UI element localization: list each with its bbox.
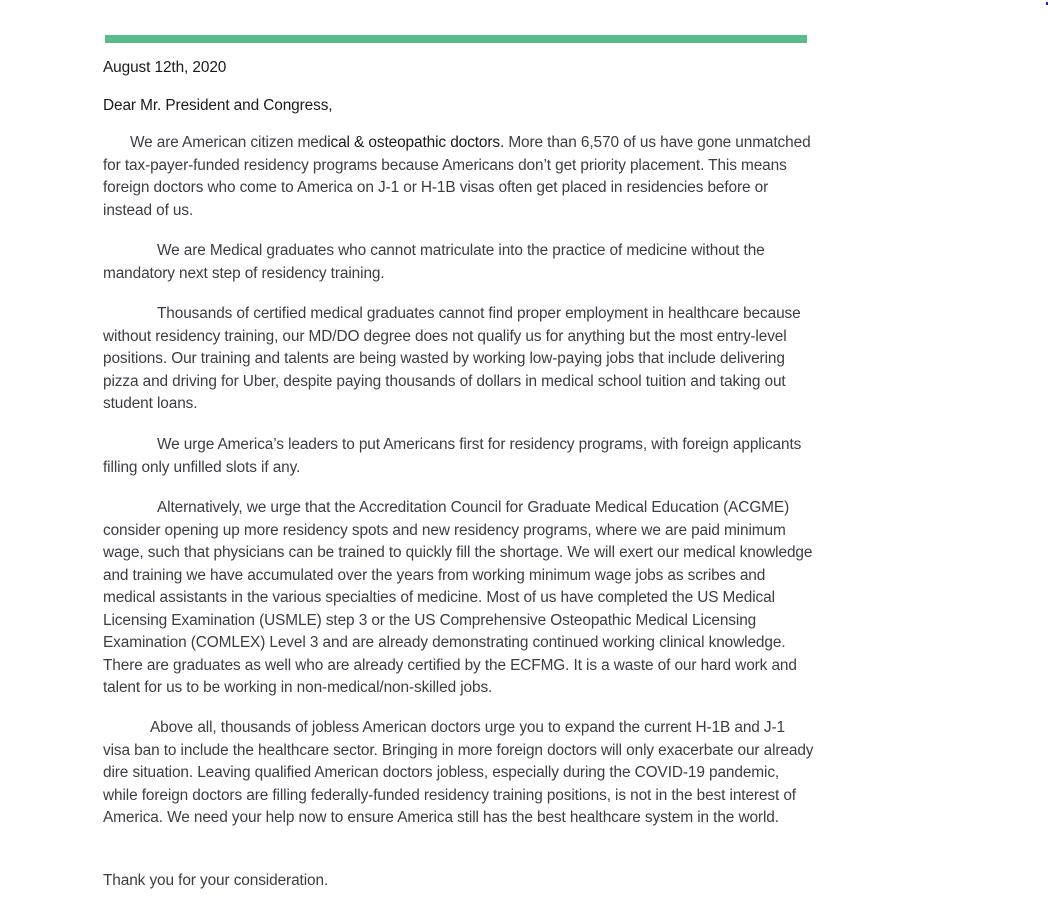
paragraph-1: [103, 132, 815, 222]
paragraph-1-lead: We are American citizen med: [130, 134, 328, 151]
paragraph-6: Above all, thousands of jobless American doctors urge you to expand the current H-1B and J-1 visa ban to include the healthcare sector. Bringing in more foreign doctors will only exacerbate our already dire situation. Leaving qualified American doctors jobless, especially during the COVID-19 pandemic, while foreign doctors are filling federally-funded residency training positions, is not in the best interest of America. We need your help now to ensure America still has the best healthcare system in the world.: [103, 719, 814, 826]
paragraph-4: We urge America’s leaders to put Americans first for residency programs, with foreign applicants filling only unfilled slots if any.: [103, 436, 802, 476]
paragraph-1-rest: More than 6,570 of us have gone unmatched for tax-payer-funded residency programs because Americans don’t get priority placement. This means foreign doctors who come to America on J-1 or H-1B visas often get placed in residencies before or instead of us.: [103, 134, 811, 219]
paragraph-3: Thousands of certified medical graduates cannot find proper employment in healthcare because without residency training, our MD/DO degree does not qualify us for anything but the most entry-level positions. Our training and talents are being wasted by working low-paying jobs that include delivering pizza and driving for Uber, despite paying thousands of dollars in medical school tuition and taking out student loans.: [103, 305, 801, 412]
paragraph-1-highlight: ical & osteopathic doctors.: [327, 134, 505, 151]
paragraph-5: Alternatively, we urge that the Accreditation Council for Graduate Medical Education (ACGME) consider opening up more residency spots and new residency programs, where we are paid minimum wage, such that physicians can be trained to quickly fill the shortage. We will exert our medical knowledge and training we have accumulated over the years from working minimum wage jobs as scribes and medical assistants in the various specialties of medicine. Most of us have completed the US Medical Licensing Examination (USMLE) step 3 or the US Comprehensive Osteopathic Medical Licensing Examination (COMLEX) Level 3 and are already demonstrating continued working clinical knowledge. There are graduates as well who are already certified by the ECFMG. It is a waste of our hard work and talent for us to be working in non-medical/non-skilled jobs.: [103, 499, 813, 696]
letter-salutation: Dear Mr. President and Congress,: [103, 97, 333, 114]
letter-date: August 12th, 2020: [103, 59, 227, 76]
letter-closing: Thank you for your consideration.: [103, 872, 329, 889]
header-accent-bar: [105, 35, 807, 43]
paragraph-2: We are Medical graduates who cannot matriculate into the practice of medicine without the mandatory next step of residency training.: [103, 242, 765, 282]
